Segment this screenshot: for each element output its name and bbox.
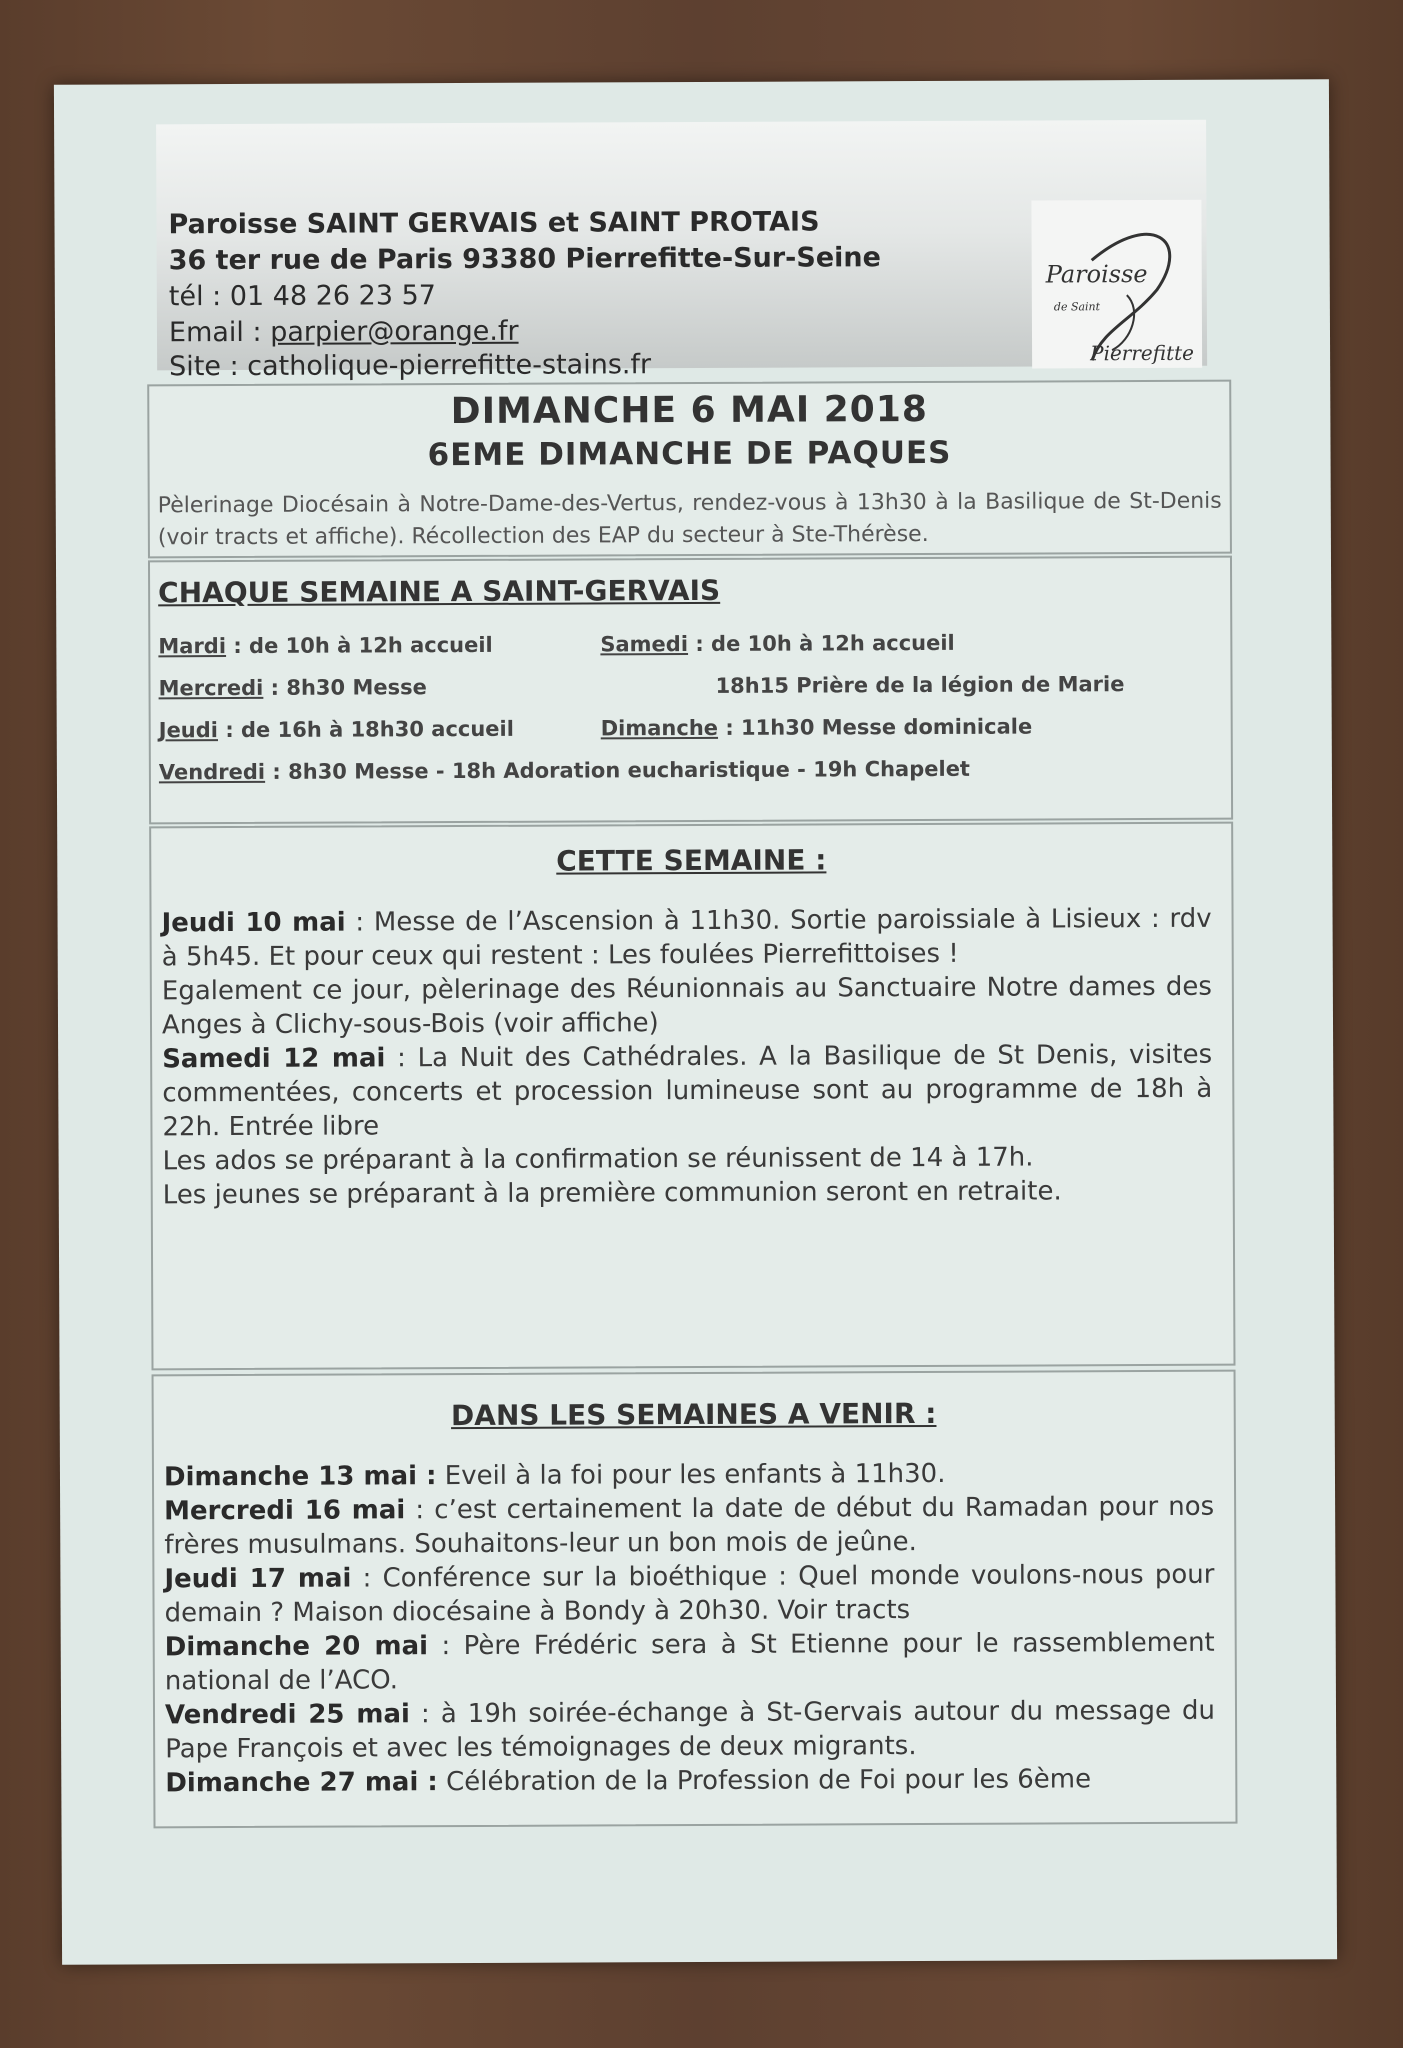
date-title: DIMANCHE 6 MAI 2018 xyxy=(450,388,928,433)
parish-bulletin-sheet xyxy=(54,79,1337,1965)
schedule-mercredi: Mercredi : 8h30 Messe xyxy=(158,675,427,701)
logo-text-1: Paroisse xyxy=(1045,260,1148,289)
weekly-title: CHAQUE SEMAINE A SAINT-GERVAIS xyxy=(158,573,721,610)
logo-text-3: Pierrefitte xyxy=(1090,340,1195,366)
upcoming-events xyxy=(164,1456,1215,1801)
event-samedi-12-jeunes: Les jeunes se préparant à la première communion seront en retraite. xyxy=(162,1176,1062,1211)
schedule-samedi-2: 18h15 Prière de la légion de Marie xyxy=(715,672,1125,698)
weekly-schedule-box xyxy=(148,556,1233,825)
event-samedi-12-ados: Les ados se préparant à la confirmation se réunissent de 14 à 17h. xyxy=(162,1142,1034,1177)
upcoming-dimanche-20: Dimanche 20 mai : Père Frédéric sera à St Etienne pour le rassemblement national de l’ACO. xyxy=(164,1627,1215,1697)
parish-site: Site : catholique-pierrefitte-stains.fr xyxy=(169,349,652,383)
upcoming-mercredi-16: Mercredi 16 mai : c’est certainement la date de début du Ramadan pour nos frères musulmans. Souhaitons-leur un bon mois de jeûne. xyxy=(164,1491,1215,1561)
parish-name: Paroisse SAINT GERVAIS et SAINT PROTAIS xyxy=(168,206,820,241)
logo-text-2: de Saint xyxy=(1053,300,1101,314)
schedule-vendredi: Vendredi : 8h30 Messe - 18h Adoration eucharistique - 19h Chapelet xyxy=(158,756,970,785)
upcoming-title: DANS LES SEMAINES A VENIR : xyxy=(450,1396,937,1433)
date-subtitle: 6EME DIMANCHE DE PAQUES xyxy=(427,434,952,474)
upcoming-box xyxy=(152,1370,1238,1829)
event-samedi-12: Samedi 12 mai : La Nuit des Cathédrales. A la Basilique de St Denis, visites commentées, concerts et procession lumineuse sont au programme de 18h à 22h. Entrée libre xyxy=(162,1039,1213,1143)
date-intro: Pèlerinage Diocésain à Notre-Dame-des-Vertus, rendez-vous à 13h30 à la Basilique de St-Denis (voir tracts et affiche). Récollection des EAP du secteur à Ste-Thérèse. xyxy=(157,488,1222,551)
upcoming-jeudi-17: Jeudi 17 mai : Conférence sur la bioéthique : Quel monde voulons-nous pour demain ? Maison diocésaine à Bondy à 20h30. Voir tracts xyxy=(164,1559,1215,1629)
this-week-box xyxy=(149,822,1235,1371)
parish-email xyxy=(169,315,519,351)
parish-address: 36 ter rue de Paris 93380 Pierrefitte-Sur-Seine xyxy=(168,242,881,277)
upcoming-dimanche-13: Dimanche 13 mai : Eveil à la foi pour les enfants à 11h30. xyxy=(163,1458,946,1493)
schedule-samedi: Samedi : de 10h à 12h accueil xyxy=(600,630,955,657)
date-box xyxy=(147,380,1232,559)
schedule-dimanche: Dimanche : 11h30 Messe dominicale xyxy=(600,714,1033,741)
event-jeudi-10: Jeudi 10 mai : Messe de l’Ascension à 11h30. Sortie paroissiale à Lisieux : rdv à 5h45. Et pour ceux qui restent : Les foulées Pierrefittoises ! xyxy=(161,903,1212,973)
event-jeudi-10-more: Egalement ce jour, pèlerinage des Réunionnais au Sanctuaire Notre dames des Anges à Clichy-sous-Bois (voir affiche) xyxy=(161,971,1212,1041)
email-label: Email : xyxy=(168,316,271,349)
logo-icon xyxy=(1031,200,1202,369)
this-week-events xyxy=(161,902,1212,1213)
schedule-jeudi: Jeudi : de 16h à 18h30 accueil xyxy=(158,716,514,743)
schedule-mardi: Mardi : de 10h à 12h accueil xyxy=(158,632,493,659)
upcoming-vendredi-25: Vendredi 25 mai : à 19h soirée-échange à St-Gervais autour du message du Pape François et avec les témoignages de deux migrants. xyxy=(164,1695,1216,1765)
this-week-title: CETTE SEMAINE : xyxy=(556,843,827,878)
parish-phone: tél : 01 48 26 23 57 xyxy=(168,280,436,313)
parish-header xyxy=(156,120,1207,383)
email-link[interactable]: parpier@orange.fr xyxy=(270,315,519,348)
upcoming-dimanche-27: Dimanche 27 mai : Célébration de la Profession de Foi pour les 6ème xyxy=(165,1764,1092,1799)
parish-logo xyxy=(1031,200,1202,369)
